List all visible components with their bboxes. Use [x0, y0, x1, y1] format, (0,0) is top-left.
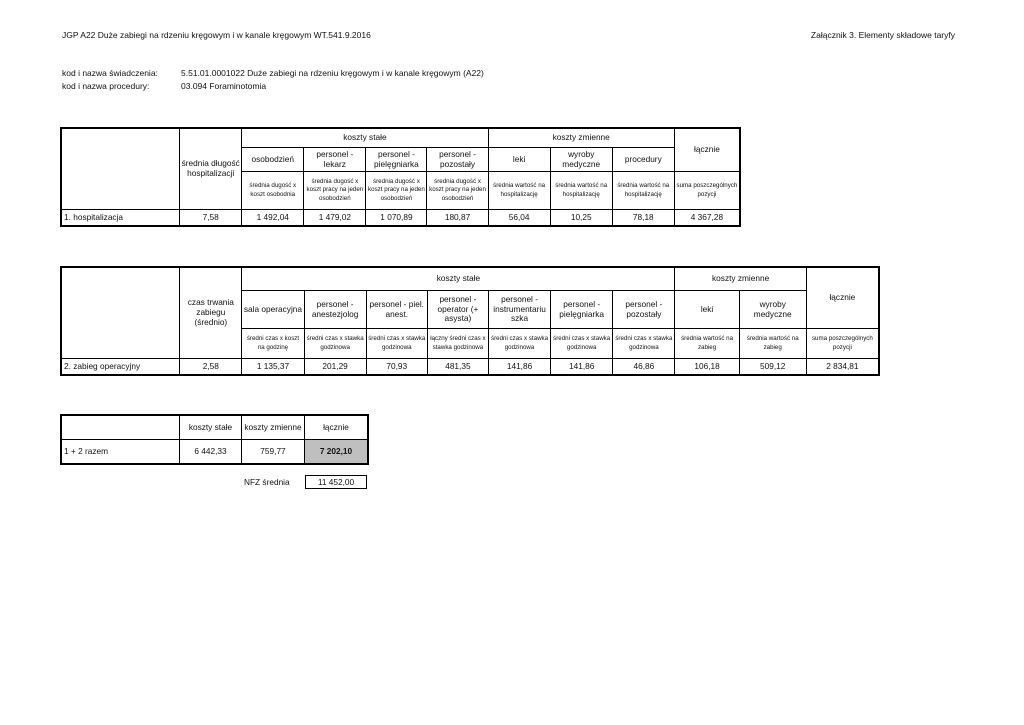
table1-cell: 56,04: [488, 210, 550, 226]
table3-fixed-header: koszty stałe: [180, 416, 242, 440]
table1-subheader: średnia wartość na hospitalizację: [612, 172, 674, 210]
table2-col-header-line: instrumentariu: [493, 303, 546, 314]
table1-subheader: średnia wartość na hospitalizację: [488, 172, 550, 210]
table1-subheader: średnia dugość x koszt pracy na jeden osobodzień: [304, 172, 366, 210]
table2-cell: 201,29: [304, 359, 366, 375]
table3-variable-value: 759,77: [242, 440, 305, 464]
nfz-average-label: NFZ średnia: [244, 477, 290, 487]
table2-cell: 70,93: [366, 359, 427, 375]
document-header-right: Załącznik 3. Elementy składowe taryfy: [810, 30, 955, 40]
table-row: [62, 210, 740, 226]
table2-subheader: średni czas x stawka godzinowa: [488, 329, 550, 359]
table2-cell: 141,86: [488, 359, 550, 375]
table2-row-label: 2. zabieg operacyjny: [62, 359, 180, 375]
table1-variable-costs-header: koszty zmienne: [488, 129, 674, 148]
service-value: 5.51.01.0001022 Duże zabiegi na rdzeniu kręgowym i w kanale kręgowym (A22): [181, 68, 484, 78]
table2-col-header: sala operacyjna: [242, 291, 304, 329]
table1-cell: 1 070,89: [366, 210, 427, 226]
table1-col-header: leki: [488, 148, 550, 172]
table2-col-header: wyroby medyczne: [739, 291, 806, 329]
table2-cell: 481,35: [427, 359, 488, 375]
table3-total-header: łącznie: [305, 416, 368, 440]
table1-col-header: personel - pielęgniarka: [366, 148, 427, 172]
table2-total-subheader: suma poszczególnych pozycji: [806, 329, 878, 359]
summary-table: [61, 415, 368, 464]
table1-subheader: średnia wartość na hospitalizację: [550, 172, 612, 210]
table2-cell: 1 135,37: [242, 359, 304, 375]
table1-col-header: personel - pozostały: [427, 148, 488, 172]
table2-cell: 46,86: [613, 359, 675, 375]
document-header-left: JGP A22 Duże zabiegi na rdzeniu kręgowym i w kanale kręgowym WT.541.9.2016: [62, 30, 371, 40]
table2-fixed-costs-header: koszty stałe: [242, 268, 675, 291]
table2-row-duration: 2,58: [180, 359, 242, 375]
table2-col-header: personel - pielęgniarka: [551, 291, 613, 329]
table1-total-subheader: suma poszczególnych pozycji: [674, 172, 739, 210]
surgery-cost-table: [61, 267, 879, 375]
nfz-average-value: 11 452,00: [305, 475, 367, 489]
table2-subheader: średni czas x stawka godzinowa: [304, 329, 366, 359]
table1-subheader: średnia dugość x koszt pracy na jeden osobodzień: [427, 172, 488, 210]
table1-fixed-costs-header: koszty stałe: [242, 129, 488, 148]
table2-col-header-instrumentariuszka: [488, 291, 550, 329]
table2-subheader: średni czas x stawka godzinowa: [366, 329, 427, 359]
table1-row-los: 7,58: [180, 210, 242, 226]
table2-col-header: personel - anestezjolog: [304, 291, 366, 329]
table2-cell: 141,86: [551, 359, 613, 375]
table1-col-header: wyroby medyczne: [550, 148, 612, 172]
table2-row-total: 2 834,81: [806, 359, 878, 375]
table2-cell: 106,18: [675, 359, 739, 375]
table-row: [62, 359, 879, 375]
table2-variable-costs-header: koszty zmienne: [675, 268, 806, 291]
table1-subheader: średnia dugość x koszt osobodnia: [242, 172, 304, 210]
table2-col-header-line: szka: [511, 313, 529, 324]
service-label: kod i nazwa świadczenia:: [62, 68, 158, 78]
table3-variable-header: koszty zmienne: [242, 416, 305, 440]
table2-col-header: personel - pozostały: [613, 291, 675, 329]
table2-subheader: średnia wartość na zabieg: [675, 329, 739, 359]
table2-subheader: łączny średni czas x stawka godzinowa: [427, 329, 488, 359]
table2-col-header: personel - piel. anest.: [366, 291, 427, 329]
table1-cell: 180,87: [427, 210, 488, 226]
table3-fixed-value: 6 442,33: [180, 440, 242, 464]
table1-corner: [62, 129, 180, 210]
table3-corner: [62, 416, 180, 440]
table2-subheader: średni czas x stawka godzinowa: [613, 329, 675, 359]
table2-subheader: średni czas x koszt na godzinę: [242, 329, 304, 359]
table2-col-header: leki: [675, 291, 739, 329]
table1-cell: 10,25: [550, 210, 612, 226]
table1-cell: 1 492,04: [242, 210, 304, 226]
table1-col-header: procedury: [612, 148, 674, 172]
table-row: [62, 440, 368, 464]
table2-duration-header: czas trwania zabiegu (średnio): [180, 268, 242, 359]
table2-subheader: średni czas x stawka godzinowa: [551, 329, 613, 359]
table2-col-header-line: personel -: [501, 293, 538, 304]
table1-col-header: personel - lekarz: [304, 148, 366, 172]
table1-los-header: średnia długość hospitalizacji: [180, 129, 242, 210]
table1-row-total: 4 367,28: [674, 210, 739, 226]
table2-total-header: łącznie: [806, 268, 878, 329]
table1-col-header: osobodzień: [242, 148, 304, 172]
procedure-label: kod i nazwa procedury:: [62, 81, 150, 91]
table1-row-label: 1. hospitalizacja: [62, 210, 180, 226]
table3-row-label: 1 + 2 razem: [62, 440, 180, 464]
table2-cell: 509,12: [739, 359, 806, 375]
table2-subheader: średnia wartość na zabieg: [739, 329, 806, 359]
table3-total-value: 7 202,10: [305, 440, 368, 464]
procedure-value: 03.094 Foraminotomia: [181, 81, 267, 91]
table1-total-header: łącznie: [674, 129, 739, 172]
table2-col-header: personel - operator (+ asysta): [427, 291, 488, 329]
hospitalization-cost-table: [61, 128, 740, 226]
table1-cell: 1 479,02: [304, 210, 366, 226]
table1-cell: 78,18: [612, 210, 674, 226]
table2-corner: [62, 268, 180, 359]
table1-subheader: średnia dugość x koszt pracy na jeden osobodzień: [366, 172, 427, 210]
